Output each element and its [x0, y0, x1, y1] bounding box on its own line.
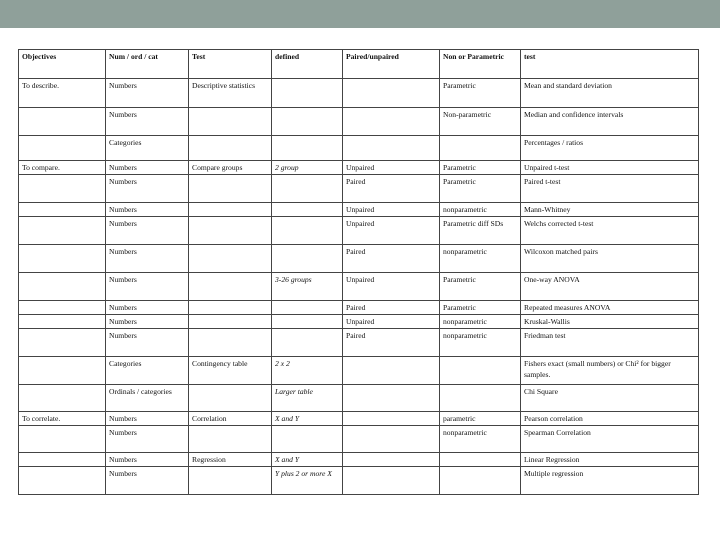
- table-row: [19, 136, 699, 161]
- table-row: [19, 357, 699, 385]
- cell-data-type: Numbers: [106, 412, 189, 426]
- cell-parametric: Parametric: [440, 175, 521, 203]
- cell-parametric: nonparametric: [440, 315, 521, 329]
- cell-pairing: Paired: [343, 301, 440, 315]
- cell-pairing: Paired: [343, 329, 440, 357]
- cell-data-type: Numbers: [106, 245, 189, 273]
- cell-definition: Larger table: [272, 385, 343, 412]
- cell-definition: 2 x 2: [272, 357, 343, 385]
- cell-parametric: nonparametric: [440, 426, 521, 453]
- cell-definition: 3-26 groups: [272, 273, 343, 301]
- cell-test-name: Paired t-test: [521, 175, 699, 203]
- cell-parametric: [440, 357, 521, 385]
- cell-data-type: Categories: [106, 136, 189, 161]
- cell-data-type: Numbers: [106, 273, 189, 301]
- cell-parametric: Parametric diff SDs: [440, 217, 521, 245]
- cell-test-type: [189, 467, 272, 495]
- header-row: [19, 50, 699, 79]
- header-paired-unpaired: Paired/unpaired: [343, 50, 440, 79]
- table-row: [19, 175, 699, 203]
- cell-pairing: [343, 412, 440, 426]
- cell-objective: To describe.: [19, 79, 106, 108]
- cell-data-type: Numbers: [106, 217, 189, 245]
- cell-data-type: Categories: [106, 357, 189, 385]
- cell-pairing: Paired: [343, 245, 440, 273]
- cell-test-name: Pearson correlation: [521, 412, 699, 426]
- cell-definition: [272, 175, 343, 203]
- cell-data-type: Numbers: [106, 426, 189, 453]
- cell-objective: [19, 136, 106, 161]
- cell-data-type: Numbers: [106, 79, 189, 108]
- cell-parametric: parametric: [440, 412, 521, 426]
- cell-objective: [19, 203, 106, 217]
- cell-pairing: [343, 453, 440, 467]
- cell-test-type: Correlation: [189, 412, 272, 426]
- cell-test-name: Unpaired t-test: [521, 161, 699, 175]
- cell-objective: [19, 329, 106, 357]
- cell-parametric: Parametric: [440, 273, 521, 301]
- cell-definition: Y plus 2 or more X: [272, 467, 343, 495]
- cell-test-name: Wilcoxon matched pairs: [521, 245, 699, 273]
- table-row: [19, 245, 699, 273]
- cell-test-type: Regression: [189, 453, 272, 467]
- table-row: [19, 79, 699, 108]
- cell-test-name: Spearman Correlation: [521, 426, 699, 453]
- cell-data-type: Numbers: [106, 453, 189, 467]
- cell-objective: [19, 467, 106, 495]
- cell-parametric: nonparametric: [440, 245, 521, 273]
- cell-parametric: nonparametric: [440, 203, 521, 217]
- cell-test-name: Multiple regression: [521, 467, 699, 495]
- cell-pairing: Unpaired: [343, 203, 440, 217]
- cell-objective: [19, 453, 106, 467]
- cell-pairing: Unpaired: [343, 217, 440, 245]
- cell-definition: 2 group: [272, 161, 343, 175]
- cell-definition: [272, 79, 343, 108]
- cell-test-name: Repeated measures ANOVA: [521, 301, 699, 315]
- table-row: [19, 108, 699, 136]
- cell-test-type: [189, 329, 272, 357]
- cell-test-name: Friedman test: [521, 329, 699, 357]
- cell-parametric: Non-parametric: [440, 108, 521, 136]
- table-row: [19, 161, 699, 175]
- cell-objective: [19, 273, 106, 301]
- cell-data-type: Numbers: [106, 315, 189, 329]
- cell-pairing: [343, 108, 440, 136]
- table-row: [19, 301, 699, 315]
- cell-test-type: [189, 217, 272, 245]
- cell-test-name: Fishers exact (small numbers) or Chi² for bigger samples.: [521, 357, 699, 385]
- cell-definition: [272, 108, 343, 136]
- table-row: [19, 315, 699, 329]
- cell-test-name: Median and confidence intervals: [521, 108, 699, 136]
- cell-definition: X and Y: [272, 453, 343, 467]
- cell-data-type: Numbers: [106, 108, 189, 136]
- cell-pairing: [343, 136, 440, 161]
- table-row: [19, 385, 699, 412]
- cell-test-type: [189, 385, 272, 412]
- table-row: [19, 412, 699, 426]
- cell-test-type: [189, 108, 272, 136]
- cell-data-type: Numbers: [106, 301, 189, 315]
- cell-test-type: [189, 426, 272, 453]
- cell-test-type: [189, 136, 272, 161]
- cell-definition: [272, 136, 343, 161]
- cell-definition: X and Y: [272, 412, 343, 426]
- cell-parametric: Parametric: [440, 301, 521, 315]
- cell-test-type: Descriptive statistics: [189, 79, 272, 108]
- cell-data-type: Numbers: [106, 467, 189, 495]
- table-row: [19, 426, 699, 453]
- cell-parametric: [440, 385, 521, 412]
- cell-pairing: [343, 426, 440, 453]
- cell-test-type: [189, 273, 272, 301]
- header-num-ord-cat: Num / ord / cat: [106, 50, 189, 79]
- cell-definition: [272, 329, 343, 357]
- cell-definition: [272, 217, 343, 245]
- table-row: [19, 329, 699, 357]
- cell-parametric: Parametric: [440, 79, 521, 108]
- cell-test-type: [189, 315, 272, 329]
- cell-objective: [19, 217, 106, 245]
- header-test: Test: [189, 50, 272, 79]
- cell-test-type: [189, 175, 272, 203]
- cell-data-type: Numbers: [106, 161, 189, 175]
- cell-objective: [19, 357, 106, 385]
- cell-parametric: nonparametric: [440, 329, 521, 357]
- cell-parametric: [440, 453, 521, 467]
- cell-test-type: Compare groups: [189, 161, 272, 175]
- cell-test-name: Linear Regression: [521, 453, 699, 467]
- cell-test-type: Contingency table: [189, 357, 272, 385]
- cell-data-type: Ordinals / categories: [106, 385, 189, 412]
- statistical-tests-table: [18, 49, 699, 495]
- cell-parametric: Parametric: [440, 161, 521, 175]
- cell-definition: [272, 203, 343, 217]
- cell-pairing: [343, 467, 440, 495]
- cell-data-type: Numbers: [106, 203, 189, 217]
- cell-definition: [272, 301, 343, 315]
- cell-objective: [19, 426, 106, 453]
- header-defined: defined: [272, 50, 343, 79]
- cell-test-name: One-way ANOVA: [521, 273, 699, 301]
- cell-pairing: Unpaired: [343, 273, 440, 301]
- cell-test-name: Chi Square: [521, 385, 699, 412]
- cell-test-name: Welchs corrected t-test: [521, 217, 699, 245]
- cell-pairing: Unpaired: [343, 315, 440, 329]
- cell-test-type: [189, 301, 272, 315]
- cell-objective: To correlate.: [19, 412, 106, 426]
- cell-data-type: Numbers: [106, 329, 189, 357]
- cell-test-name: Mann-Whitney: [521, 203, 699, 217]
- cell-definition: [272, 426, 343, 453]
- table-row: [19, 203, 699, 217]
- cell-test-type: [189, 245, 272, 273]
- cell-test-name: Kruskal-Wallis: [521, 315, 699, 329]
- cell-definition: [272, 245, 343, 273]
- header-test-name: test: [521, 50, 699, 79]
- cell-test-name: Percentages / ratios: [521, 136, 699, 161]
- cell-data-type: Numbers: [106, 175, 189, 203]
- table-row: [19, 453, 699, 467]
- table-row: [19, 273, 699, 301]
- cell-test-type: [189, 203, 272, 217]
- cell-objective: [19, 315, 106, 329]
- cell-pairing: [343, 357, 440, 385]
- cell-pairing: [343, 79, 440, 108]
- table-row: [19, 217, 699, 245]
- header-non-or-parametric: Non or Parametric: [440, 50, 521, 79]
- cell-objective: [19, 108, 106, 136]
- cell-objective: To compare.: [19, 161, 106, 175]
- cell-pairing: Unpaired: [343, 161, 440, 175]
- header-objectives: Objectives: [19, 50, 106, 79]
- cell-parametric: [440, 467, 521, 495]
- cell-pairing: [343, 385, 440, 412]
- cell-test-name: Mean and standard deviation: [521, 79, 699, 108]
- cell-objective: [19, 245, 106, 273]
- table-row: [19, 467, 699, 495]
- cell-objective: [19, 301, 106, 315]
- cell-definition: [272, 315, 343, 329]
- cell-pairing: Paired: [343, 175, 440, 203]
- cell-parametric: [440, 136, 521, 161]
- slide-header-bar: [0, 0, 720, 28]
- cell-objective: [19, 385, 106, 412]
- cell-objective: [19, 175, 106, 203]
